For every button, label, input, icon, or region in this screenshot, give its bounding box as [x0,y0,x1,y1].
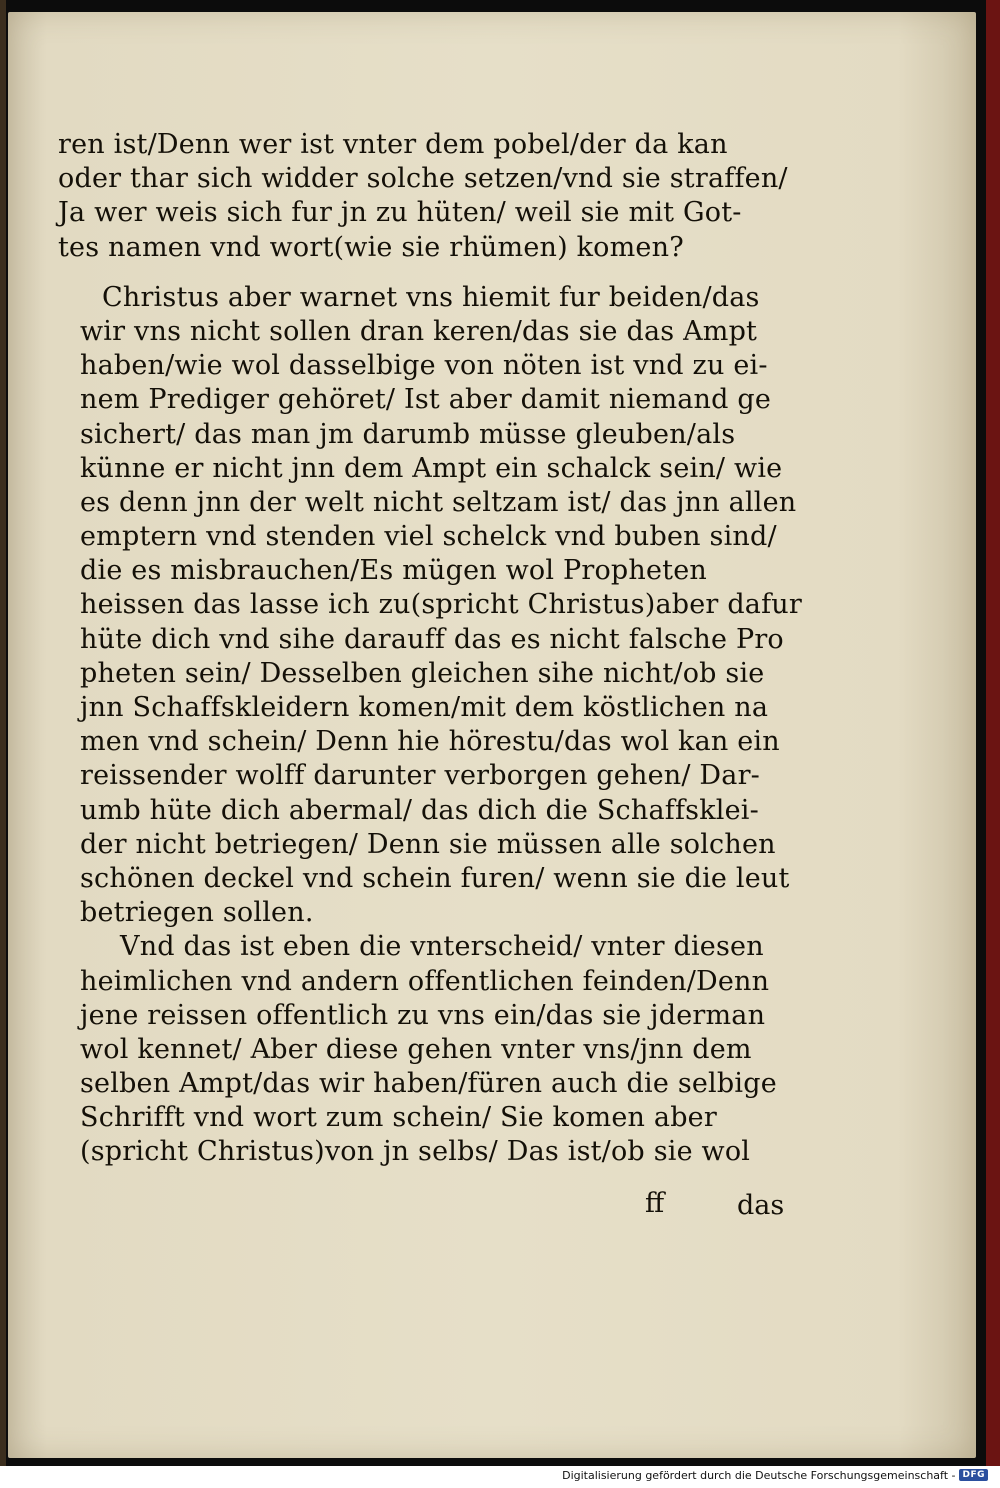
text-line: der nicht betriegen/ Denn sie müssen alle solchen [80,828,776,860]
text-line: es denn jnn der welt nicht seltzam ist/ das jnn allen [80,486,797,518]
text-line: wol kennet/ Aber diese gehen vnter vns/jnn dem [80,1033,752,1065]
text-line: betriegen sollen. [80,897,314,929]
text-line: wir vns nicht sollen dran keren/das sie das Ampt [80,315,758,347]
text-line: nem Prediger gehöret/ Ist aber damit niemand ge [80,384,772,416]
text-line: die es misbrauchen/Es mügen wol Propheten [80,555,707,587]
text-line: hüte dich vnd sihe darauff das es nicht falsche Pro [80,623,784,655]
text-line: jnn Schaffskleidern komen/mit dem köstlichen na [80,692,769,723]
text-line: emptern vnd stenden viel schelck vnd buben sind/ [80,521,777,553]
paragraph-gap [58,265,798,281]
text-line: heimlichen vnd andern offentlichen feinden/Denn [80,965,770,997]
text-line: (spricht Christus)von jn selbs/ Das ist/ob sie wol [80,1136,751,1168]
book-edge-right [986,0,1000,1466]
page-text [58,128,802,1170]
text-line: tes namen vnd wort(wie sie rhümen) komen? [58,231,684,263]
text-line: men vnd schein/ Denn hie hörestu/das wol kan ein [80,726,780,758]
text-line: Ja wer weis sich fur jn zu hüten/ weil sie mit Got- [58,197,742,229]
text-line: umb hüte dich abermal/ das dich die Schaffsklei- [80,794,759,826]
text-line: Schrifft vnd wort zum schein/ Sie komen aber [80,1102,717,1134]
dfg-logo-icon: DFG [959,1469,988,1481]
text-line: Vnd das ist eben die vnterscheid/ vnter diesen [120,931,764,963]
signature-mark: ff [645,1188,665,1219]
text-line: sichert/ das man jm darumb müsse gleuben/als [80,418,736,450]
text-line: heissen das lasse ich zu(spricht Christus)aber dafur [80,589,802,621]
text-line: Christus aber warnet vns hiemit fur beiden/das [102,281,760,313]
digitization-footer [562,1466,988,1484]
text-line: künne er nicht jnn dem Ampt ein schalck sein/ wie [80,452,783,484]
footer-text: Digitalisierung gefördert durch die Deutsche Forschungsgemeinschaft - [562,1468,956,1482]
book-edge-left [0,0,6,1466]
text-line: reissender wolff darunter verborgen gehen/ Dar- [80,760,760,792]
text-line: schönen deckel vnd schein furen/ wenn sie die leut [80,862,790,894]
text-line: selben Ampt/das wir haben/füren auch die selbige [80,1068,777,1100]
text-line: oder thar sich widder solche setzen/vnd sie straffen/ [58,163,788,195]
text-line: haben/wie wol dasselbige von nöten ist vnd zu ei- [80,350,768,382]
text-line: ren ist/Denn wer ist vnter dem pobel/der da kan [58,129,728,160]
text-line: pheten sein/ Desselben gleichen sihe nicht/ob sie [80,657,765,689]
catchword: das [737,1190,785,1221]
text-line: jene reissen offentlich zu vns ein/das sie jderman [80,999,766,1031]
